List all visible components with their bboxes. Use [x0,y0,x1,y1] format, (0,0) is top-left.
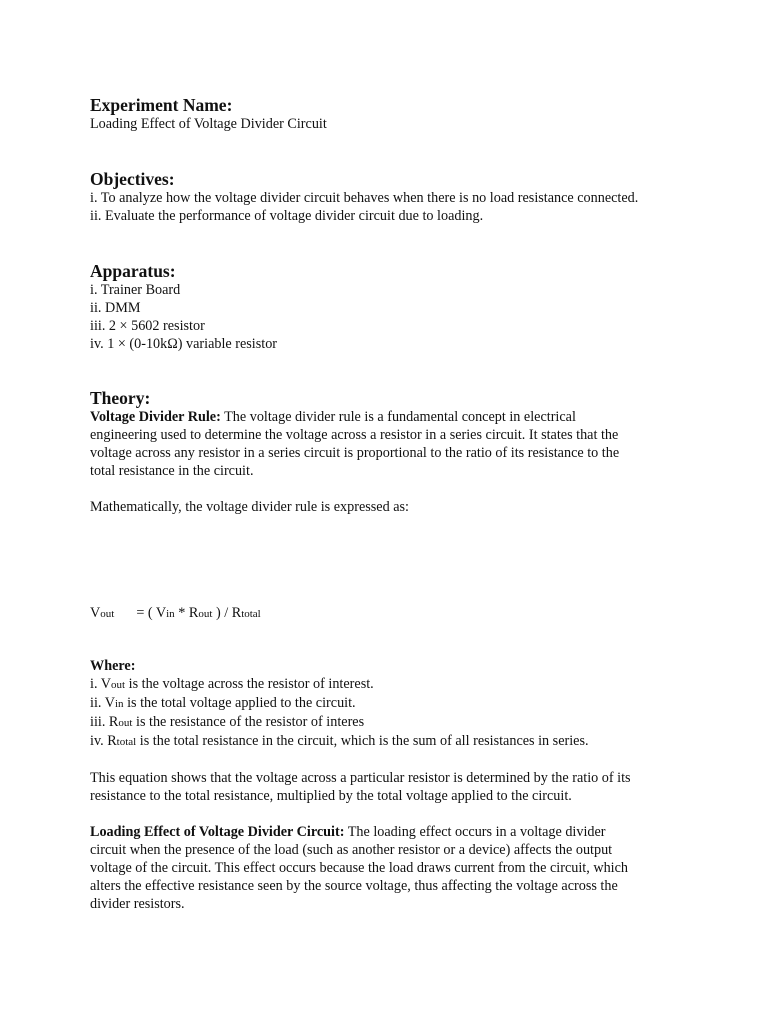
objective-item: ii. Evaluate the performance of voltage divider circuit due to loading. [90,208,484,224]
eq-sub-out: out [100,608,115,620]
objective-item: i. To analyze how the voltage divider circuit behaves when there is no load resistance connected. [90,190,639,206]
equation-note: This equation shows that the voltage across a particular resistor is determined by the ratio of its [90,770,631,786]
eq-sub-out2: out [198,608,213,620]
where-prefix: iv. R [90,733,117,749]
where-rest: is the total resistance in the circuit, which is the sum of all resistances in series. [136,733,589,749]
where-rest: is the resistance of the resistor of interes [132,714,365,730]
apparatus-item: iv. 1 × (0-10kΩ) variable resistor [90,336,278,352]
eq-star: * R [174,605,199,621]
voltage-divider-equation [90,604,261,623]
eq-open: = ( V [136,605,167,621]
where-item [90,732,690,751]
voltage-divider-rule-label: Voltage Divider Rule: [90,409,221,425]
loading-text: voltage of the circuit. This effect occurs because the load draws current from the circuit, which [90,860,628,876]
loading-text: circuit when the presence of the load (such as another resistor or a device) affects the output [90,842,613,858]
rule-text: The voltage divider rule is a fundamental concept in electrical [220,409,576,425]
apparatus-item: ii. DMM [90,300,141,316]
eq-sub-in: in [166,608,175,620]
apparatus-item: i. Trainer Board [90,282,181,298]
voltage-divider-rule-line [90,408,690,426]
apparatus-item: iii. 2 × 5602 resistor [90,318,205,334]
math-intro: Mathematically, the voltage divider rule is expressed as: [90,499,409,515]
eq-close: ) / R [212,605,242,621]
where-sub: total [116,736,137,748]
theory-section [90,388,690,516]
where-heading [90,657,690,675]
loading-effect-label: Loading Effect of Voltage Divider Circuit: [90,824,345,840]
loading-effect-line [90,823,690,841]
where-sub: in [114,698,124,710]
objectives-section [90,169,690,225]
where-prefix: ii. V [90,695,115,711]
rule-text: engineering used to determine the voltage across a resistor in a series circuit. It states that the [90,427,619,443]
experiment-name: Loading Effect of Voltage Divider Circuit [90,116,327,132]
where-rest: is the total voltage applied to the circuit. [123,695,356,711]
where-sub: out [111,679,126,691]
where-item [90,675,690,694]
theory-heading: Theory: [90,388,151,408]
loading-text: The loading effect occurs in a voltage divider [344,824,606,840]
eq-v: V [90,605,101,621]
where-sub: out [118,717,133,729]
where-prefix: i. V [90,676,112,692]
eq-sub-total: total [241,608,261,620]
where-prefix: iii. R [90,714,119,730]
where-item [90,713,690,732]
objectives-heading: Objectives: [90,169,175,189]
where-rest: is the voltage across the resistor of interest. [125,676,374,692]
experiment-heading: Experiment Name: [90,95,233,115]
where-section [90,657,690,913]
equation-note: resistance to the total resistance, multiplied by the total voltage applied to the circuit. [90,788,572,804]
where-heading-text: Where: [90,658,136,674]
experiment-section [90,95,690,133]
where-item [90,694,690,713]
loading-text: alters the effective resistance seen by the source voltage, thus affecting the voltage across the [90,878,618,894]
rule-text: voltage across any resistor in a series circuit is proportional to the ratio of its resistance to the [90,445,620,461]
loading-text: divider resistors. [90,896,185,912]
apparatus-heading: Apparatus: [90,261,176,281]
apparatus-section [90,261,690,353]
rule-text: total resistance in the circuit. [90,463,254,479]
